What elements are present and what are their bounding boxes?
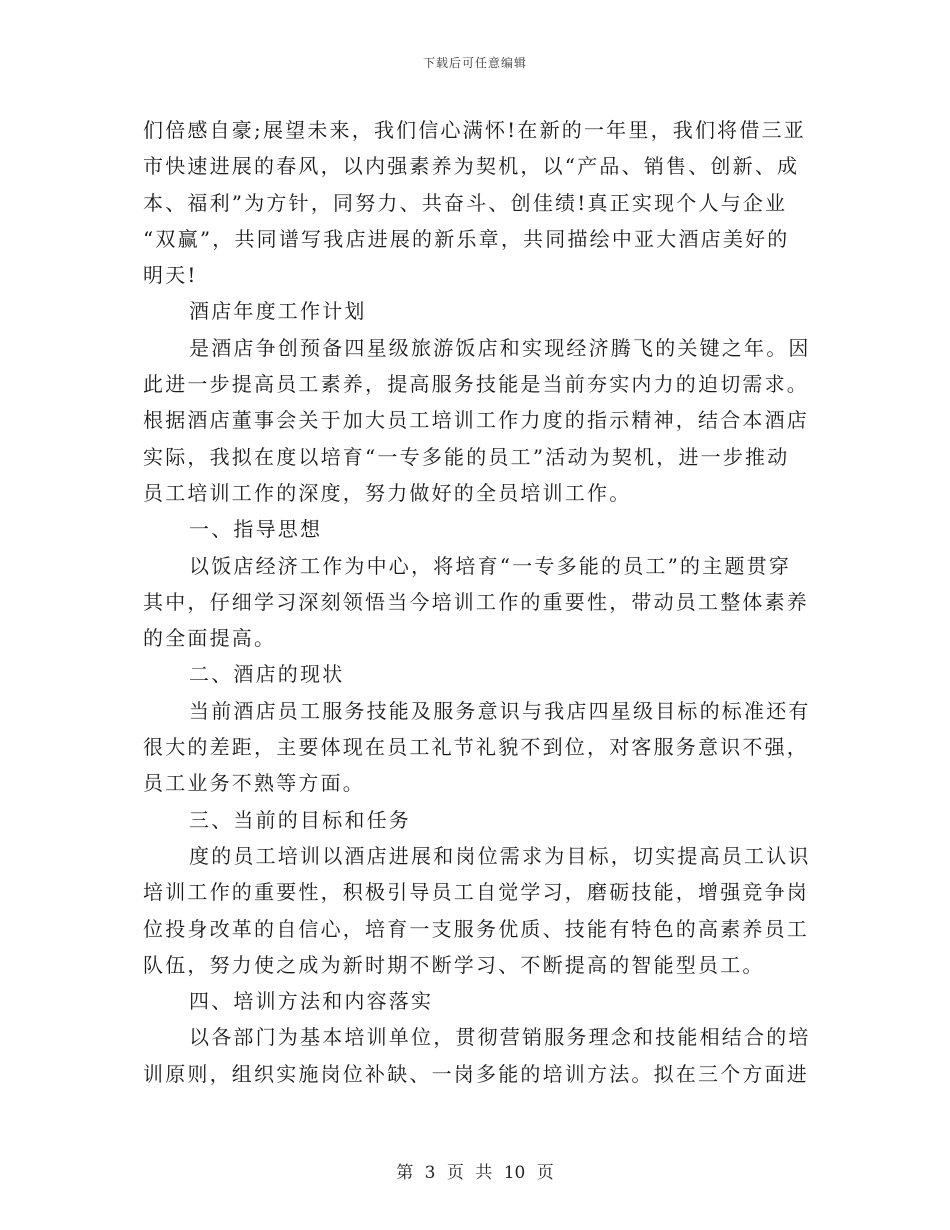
section-heading: 一、指导思想 [189, 517, 323, 542]
body-line: 其中，仔细学习深刻领悟当今培训工作的重要性，带动员工整体素养 [143, 589, 809, 614]
body-line: 以饭店经济工作为中心，将培育“一专多能的员工”的主题贯穿 [189, 553, 792, 578]
body-line: 队伍，努力使之成为新时期不断学习、不断提高的智能型员工。 [143, 952, 765, 977]
section-heading: 三、当前的目标和任务 [189, 807, 411, 832]
section-heading: 酒店年度工作计划 [189, 299, 367, 324]
page-footer: 第 3 页 共 10 页 [396, 1163, 554, 1183]
body-line: “双赢”，共同谱写我店进展的新乐章，共同描绘中亚大酒店美好的 [143, 226, 790, 251]
body-line: 员工业务不熟等方面。 [143, 771, 365, 796]
body-line: 是酒店争创预备四星级旅游饭店和实现经济腾飞的关键之年。因 [189, 335, 811, 360]
body-line: 训原则，组织实施岗位补缺、一岗多能的培训方法。拟在三个方面进 [143, 1061, 809, 1086]
body-line: 明天! [143, 263, 198, 288]
body-line: 位投身改革的自信心，培育一支服务优质、技能有特色的高素养员工 [143, 916, 809, 941]
body-line: 市快速进展的春风，以内强素养为契机，以“产品、销售、创新、成 [143, 154, 800, 179]
section-heading: 二、酒店的现状 [189, 662, 345, 687]
body-line: 很大的差距，主要体现在员工礼节礼貌不到位，对客服务意识不强， [143, 735, 809, 760]
body-line: 本、福利”为方针，同努力、共奋斗、创佳绩!真正实现个人与企业 [143, 190, 788, 215]
body-line: 培训工作的重要性，积极引导员工自觉学习，磨砺技能，增强竞争岗 [143, 880, 809, 905]
body-line: 度的员工培训以酒店进展和岗位需求为目标，切实提高员工认识 [189, 843, 811, 868]
body-line: 的全面提高。 [143, 626, 277, 651]
body-line: 根据酒店董事会关于加大员工培训工作力度的指示精神，结合本酒店 [143, 408, 809, 433]
page-header: 下载后可任意编辑 [422, 56, 527, 70]
body-line: 员工培训工作的深度，努力做好的全员培训工作。 [143, 480, 632, 505]
body-line: 此进一步提高员工素养，提高服务技能是当前夯实内力的迫切需求。 [143, 372, 809, 397]
section-heading: 四、培训方法和内容落实 [189, 989, 434, 1014]
body-line: 以各部门为基本培训单位，贯彻营销服务理念和技能相结合的培 [189, 1025, 811, 1050]
body-line: 们倍感自豪;展望未来，我们信心满怀!在新的一年里，我们将借三亚 [143, 118, 806, 142]
document-body [143, 112, 811, 1092]
body-line: 当前酒店员工服务技能及服务意识与我店四星级目标的标准还有 [189, 698, 811, 723]
body-line: 实际，我拟在度以培育“一专多能的员工”活动为契机，进一步推动 [143, 444, 790, 469]
